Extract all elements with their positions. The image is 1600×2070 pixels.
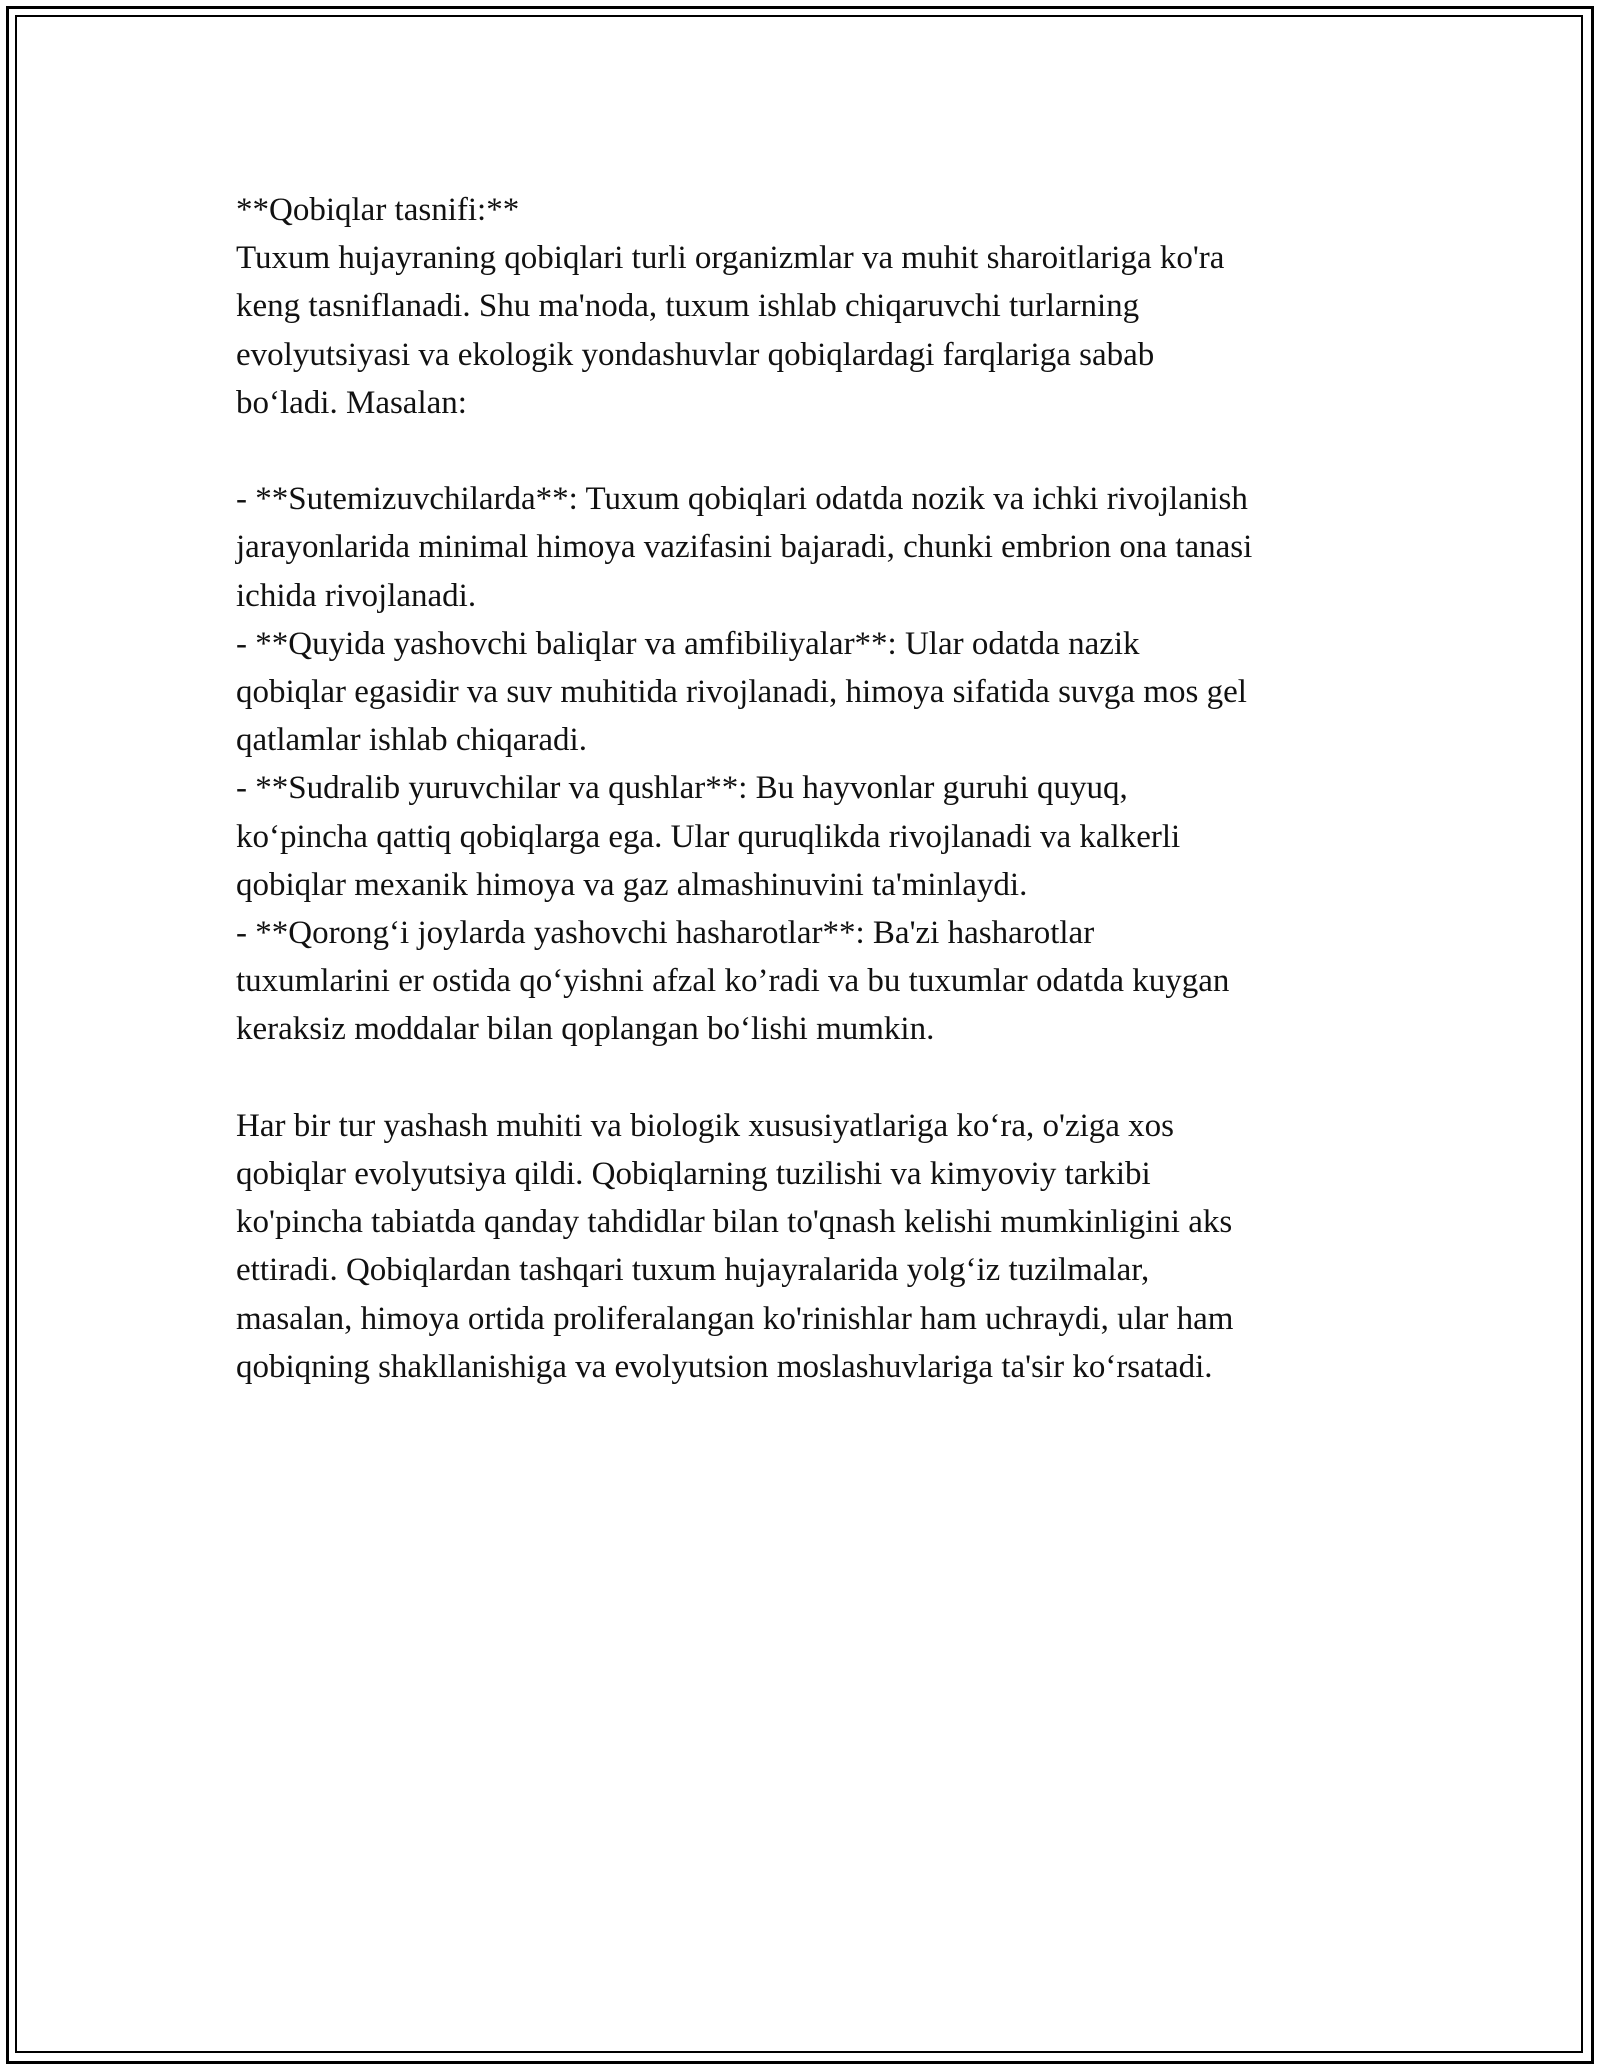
paragraph-gap [236, 1054, 1396, 1102]
conclusion-line: ettiradi. Qobiqlardan tashqari tuxum hujayralarida yolg‘iz tuzilmalar, [236, 1252, 1150, 1289]
conclusion-line: masalan, himoya ortida proliferalangan ko'rinishlar ham uchraydi, ular ham [236, 1300, 1234, 1337]
document-body [236, 186, 1396, 1391]
list-line: qatlamlar ishlab chiqaradi. [236, 722, 587, 759]
list-line: - **Sudralib yuruvchilar va qushlar**: Bu hayvonlar guruhi quyuq, [236, 770, 1128, 807]
list-line: keraksiz moddalar bilan qoplangan bo‘lishi mumkin. [236, 1011, 935, 1048]
list-line: qobiqlar egasidir va suv muhitida rivojlanadi, himoya sifatida suvga mos gel [236, 674, 1247, 711]
list-line: - **Qorong‘i joylarda yashovchi hasharotlar**: Ba'zi hasharotlar [236, 915, 1095, 952]
list-line: ko‘pincha qattiq qobiqlarga ega. Ular quruqlikda rivojlanadi va kalkerli [236, 818, 1181, 855]
intro-line: bo‘ladi. Masalan: [236, 384, 467, 421]
conclusion-line: ko'pincha tabiatda qanday tahdidlar bilan to'qnash kelishi mumkinligini aks [236, 1204, 1233, 1241]
list-line: - **Sutemizuvchilarda**: Tuxum qobiqlari odatda nozik va ichki rivojlanish [236, 481, 1248, 518]
intro-line: keng tasniflanadi. Shu ma'noda, tuxum ishlab chiqaruvchi turlarning [236, 288, 1140, 325]
conclusion-line: qobiqning shakllanishiga va evolyutsion moslashuvlariga ta'sir ko‘rsatadi. [236, 1348, 1213, 1385]
conclusion-line: qobiqlar evolyutsiya qildi. Qobiqlarning tuzilishi va kimyoviy tarkibi [236, 1156, 1151, 1193]
intro-paragraph [236, 234, 1396, 427]
section-title: **Qobiqlar tasnifi:** [236, 192, 520, 228]
list-line: jarayonlarida minimal himoya vazifasini bajaradi, chunki embrion ona tanasi [236, 529, 1253, 566]
list-line: ichida rivojlanadi. [236, 577, 477, 614]
list-line: qobiqlar mexanik himoya va gaz almashinuvini ta'minlaydi. [236, 866, 1028, 903]
intro-line: evolyutsiyasi va ekologik yondashuvlar qobiqlardagi farqlariga sabab [236, 336, 1155, 373]
classification-list [236, 475, 1396, 1053]
intro-line: Tuxum hujayraning qobiqlari turli organizmlar va muhit sharoitlariga ko'ra [236, 240, 1225, 277]
list-line: tuxumlarini er ostida qo‘yishni afzal ko’radi va bu tuxumlar odatda kuygan [236, 963, 1230, 1000]
paragraph-gap [236, 427, 1396, 475]
list-line: - **Quyida yashovchi baliqlar va amfibiliyalar**: Ular odatda nazik [236, 625, 1140, 662]
conclusion-line: Har bir tur yashash muhiti va biologik xususiyatlariga ko‘ra, o'ziga xos [236, 1107, 1175, 1144]
conclusion-paragraph [236, 1102, 1396, 1391]
